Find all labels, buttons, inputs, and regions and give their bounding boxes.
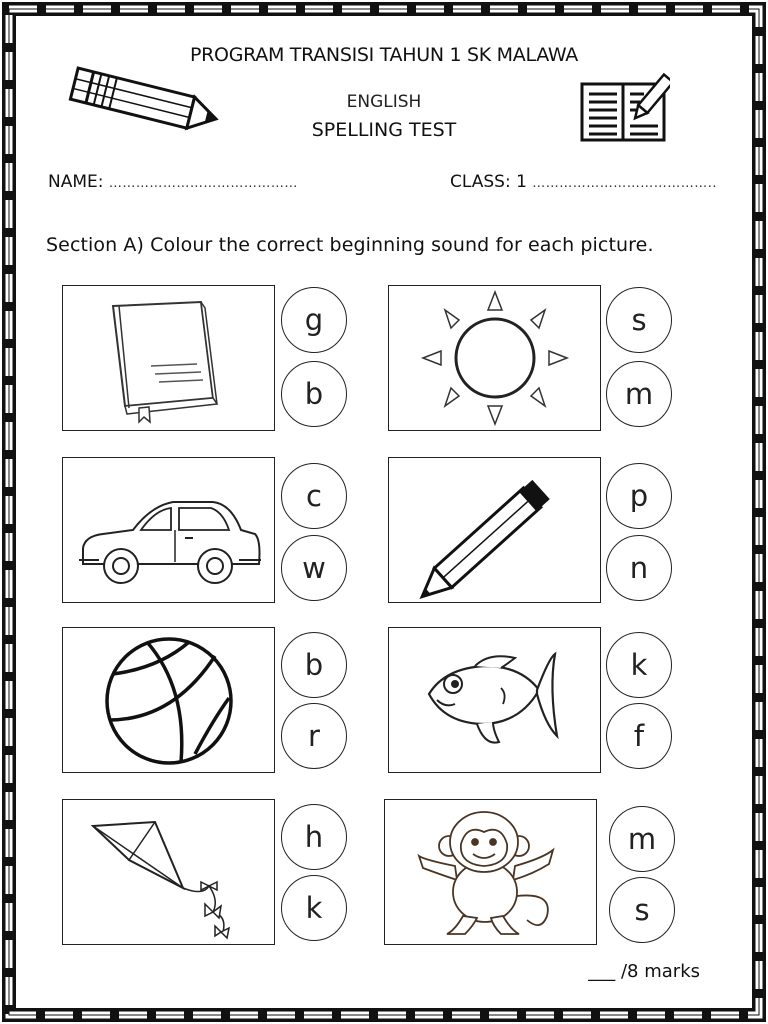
picture-box-book [62,285,275,431]
picture-box-kite [62,799,275,945]
option-n-pencil[interactable]: n [606,535,672,601]
class-field[interactable] [450,172,717,192]
name-blank[interactable]: …………………………………… [108,176,298,191]
pencil-icon [389,458,602,604]
sun-icon [389,286,602,432]
option-h-kite[interactable]: h [281,804,347,870]
option-k-kite[interactable]: k [281,875,347,941]
option-p-pencil[interactable]: p [606,463,672,529]
kite-icon [63,800,276,946]
option-m-sun[interactable]: m [606,361,672,427]
monkey-icon [385,800,598,946]
option-b-ball[interactable]: b [281,632,347,698]
option-s-sun[interactable]: s [606,287,672,353]
section-instruction: Section A) Colour the correct beginning sound for each picture. [46,234,654,256]
subject-label: ENGLISH [346,92,422,112]
picture-box-sun [388,285,601,431]
picture-box-ball [62,627,275,773]
car-icon [63,458,276,604]
picture-box-fish [388,627,601,773]
fish-icon [389,628,602,774]
class-label: CLASS: 1 [450,172,527,192]
book-icon [63,286,276,432]
option-b-book[interactable]: b [281,361,347,427]
ball-icon [63,628,276,774]
name-label: NAME: [48,172,104,192]
option-c-car[interactable]: c [281,463,347,529]
marks-total: ___ /8 marks [588,961,700,982]
option-f-fish[interactable]: f [606,703,672,769]
class-blank[interactable]: ………………………………….. [532,176,718,191]
test-title: SPELLING TEST [311,119,457,141]
option-w-car[interactable]: w [281,535,347,601]
option-k-fish[interactable]: k [606,632,672,698]
picture-box-monkey [384,799,597,945]
picture-box-car [62,457,275,603]
option-g-book[interactable]: g [281,287,347,353]
option-m-monkey[interactable]: m [609,806,675,872]
name-field[interactable] [48,172,298,192]
option-s-monkey[interactable]: s [609,877,675,943]
picture-box-pencil [388,457,601,603]
option-r-ball[interactable]: r [281,703,347,769]
program-title: PROGRAM TRANSISI TAHUN 1 SK MALAWA [190,44,578,66]
